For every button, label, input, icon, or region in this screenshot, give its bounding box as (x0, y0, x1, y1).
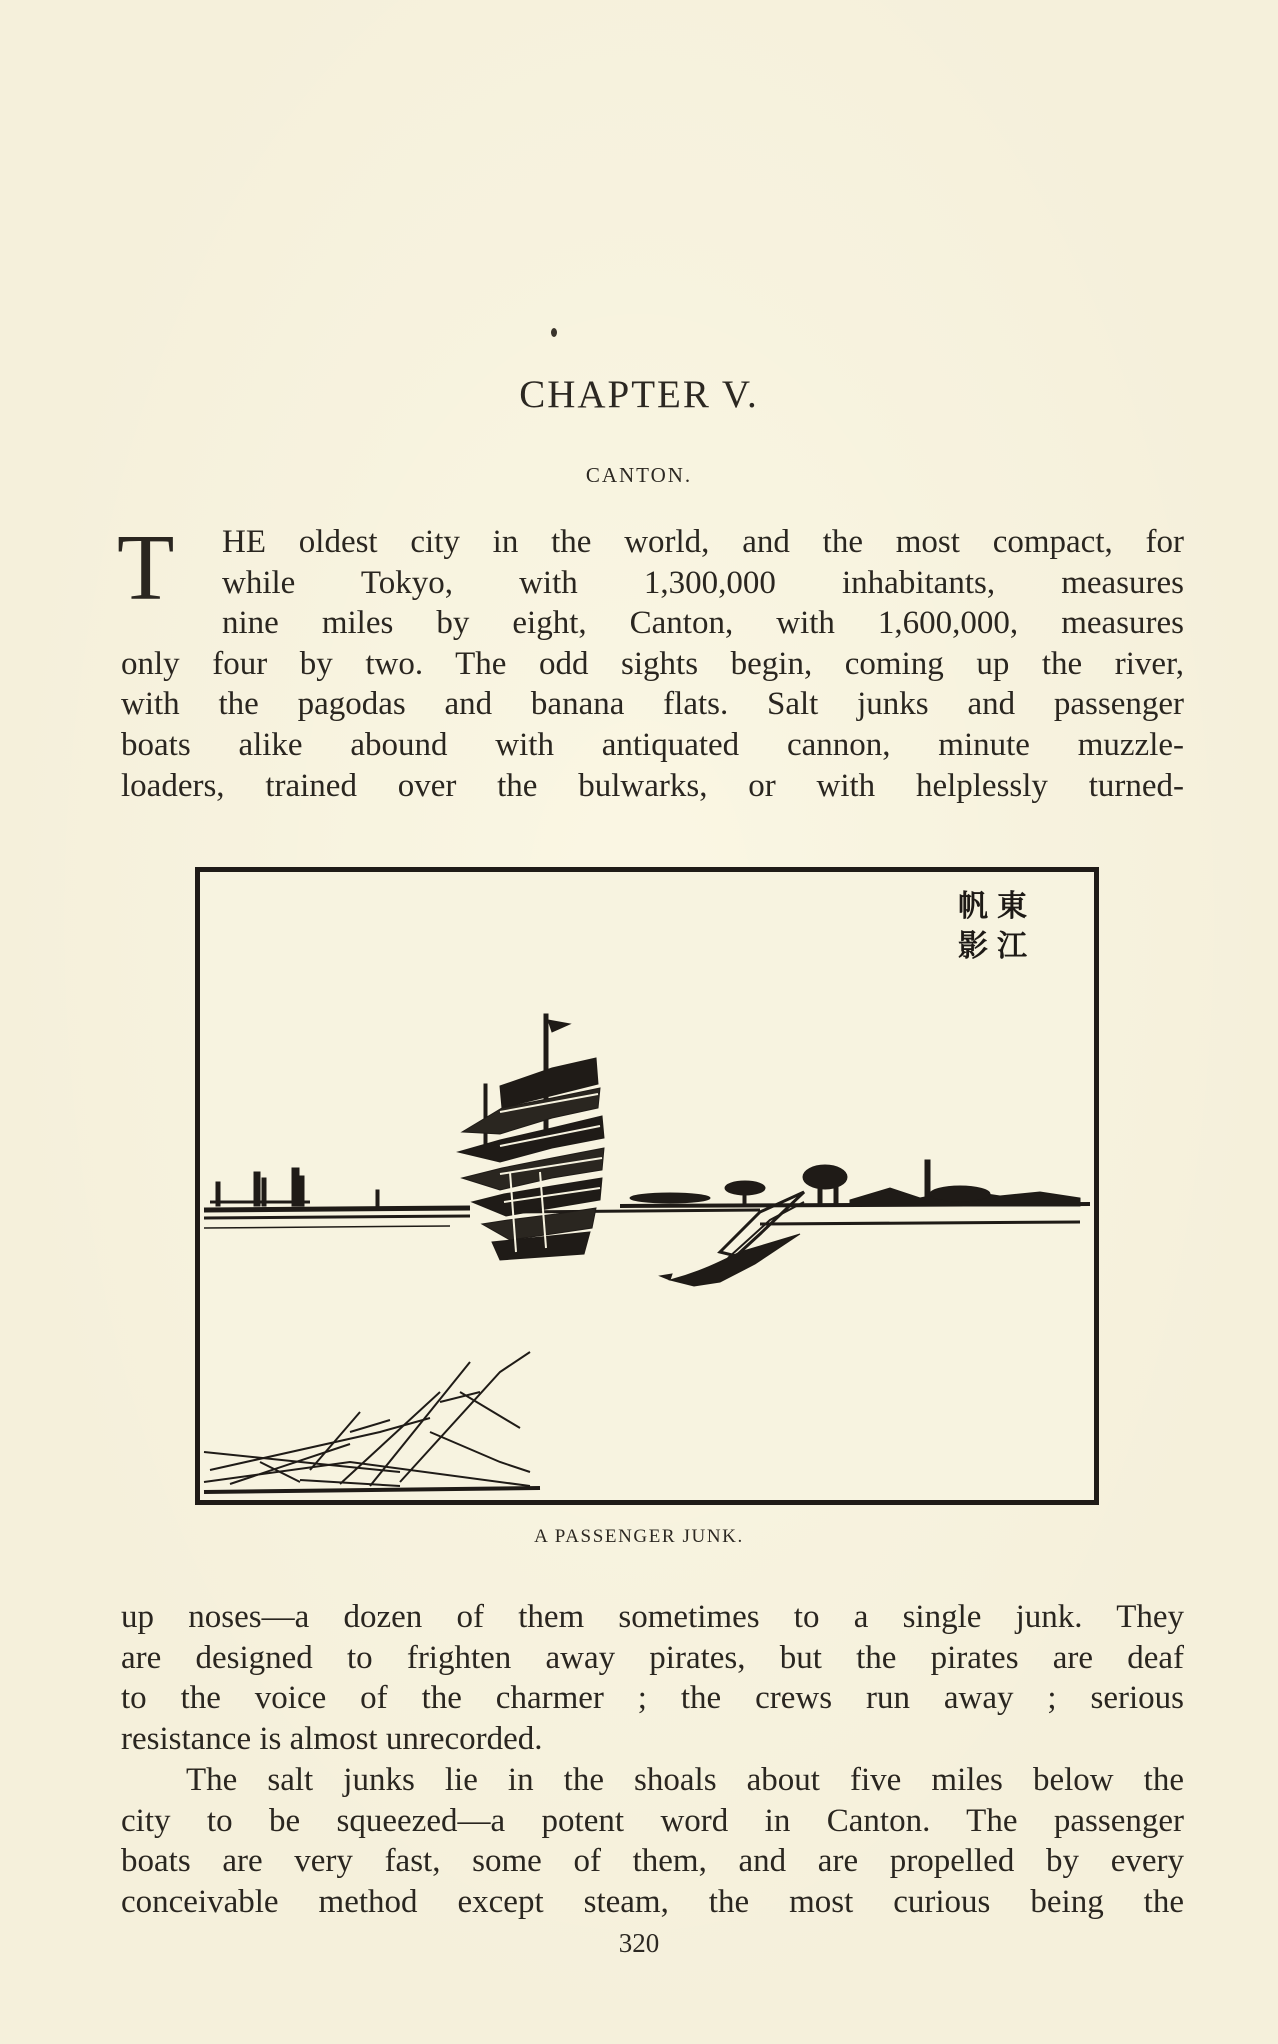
text-line: loaders, trained over the bulwarks, or with helplessly turned- (121, 767, 1184, 804)
chapter-heading: CHAPTER V. (519, 373, 759, 416)
svg-text:影: 影 (958, 929, 988, 964)
text-line: resistance is almost unrecorded. (121, 1720, 543, 1757)
text-line: are designed to frighten away pirates, but the pirates are deaf (121, 1639, 1184, 1676)
figure-caption: A PASSENGER JUNK. (534, 1526, 744, 1547)
text-line: boats alike abound with antiquated cannon, minute muzzle- (121, 726, 1184, 763)
svg-text:東: 東 (997, 889, 1027, 924)
svg-text:江: 江 (997, 929, 1027, 964)
horizon-shoreline (204, 1204, 1090, 1228)
chapter-subheading: CANTON. (585, 463, 693, 487)
text-line: conceivable method except steam, the most curious being the (121, 1883, 1184, 1920)
ink-speck (551, 328, 557, 337)
svg-text:帆: 帆 (958, 889, 988, 924)
calligraphy-seal (958, 889, 1027, 964)
paragraph-continuation (121, 1597, 1184, 1759)
paragraph-opening (121, 522, 1184, 806)
page-number: 320 (618, 1928, 660, 1958)
text-line: The salt junks lie in the shoals about five miles below the (186, 1762, 1184, 1798)
left-shore-posts (210, 1168, 379, 1206)
text-line: city to be squeezed—a potent word in Canton. The passenger (121, 1802, 1184, 1839)
junk-woodcut-drawing (200, 872, 1094, 1500)
paragraph-salt-junks (121, 1760, 1184, 1922)
junk-boat (458, 1014, 604, 1260)
foreground-reeds (204, 1352, 540, 1492)
drop-cap-letter: T (117, 516, 175, 620)
text-line: HE oldest city in the world, and the most compact, for (222, 524, 1184, 560)
right-shore-village (630, 1160, 1080, 1206)
text-line: boats are very fast, some of them, and are propelled by every (121, 1843, 1184, 1880)
text-line: with the pagodas and banana flats. Salt junks and passenger (121, 686, 1184, 723)
text-line: to the voice of the charmer ; the crews run away ; serious (121, 1680, 1184, 1717)
text-line: up noses—a dozen of them sometimes to a single junk. They (121, 1599, 1184, 1635)
text-line: only four by two. The odd sights begin, coming up the river, (121, 645, 1184, 682)
text-line: nine miles by eight, Canton, with 1,600,000, measures (222, 605, 1184, 642)
text-line: while Tokyo, with 1,300,000 inhabitants, measures (222, 564, 1184, 601)
passenger-junk-illustration (195, 867, 1099, 1505)
